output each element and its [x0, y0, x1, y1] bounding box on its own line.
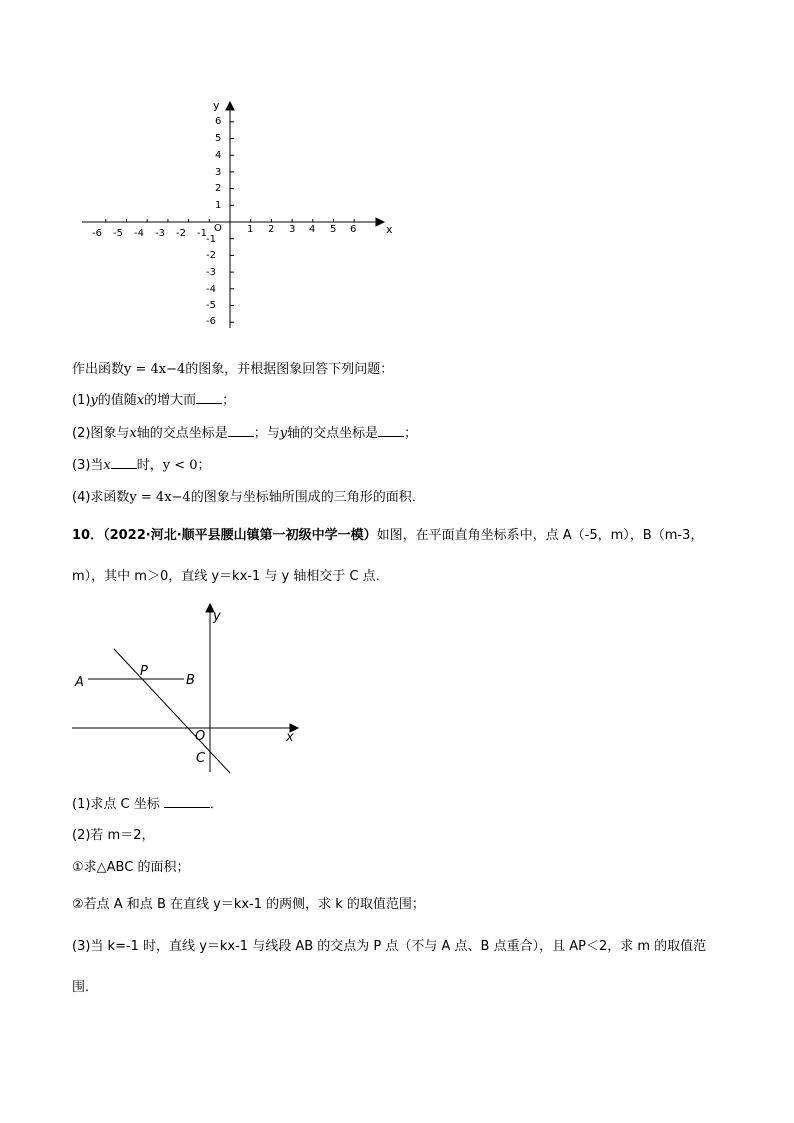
y-tick-label: -1 — [206, 234, 216, 245]
q9-intro: 作出函数y = 4x−4的图象，并根据图象回答下列问题： — [72, 362, 394, 377]
y-tick-label: -2 — [206, 250, 216, 261]
answer-blank[interactable] — [111, 456, 137, 469]
x-tick-label: 5 — [330, 224, 337, 235]
q10-part3-line2: 围． — [72, 980, 99, 995]
y-tick-label: 2 — [215, 183, 222, 194]
point-c-label: C — [196, 751, 206, 766]
x-axis-label: x — [286, 730, 294, 745]
point-a-label: A — [75, 675, 84, 690]
y-tick-label: 1 — [215, 200, 222, 211]
y-tick-label: -3 — [206, 267, 216, 278]
answer-blank[interactable] — [164, 795, 210, 808]
line-figure — [0, 600, 794, 780]
x-tick-label: -3 — [155, 228, 165, 239]
y-tick-label: -5 — [206, 300, 216, 311]
y-tick-label: 5 — [215, 133, 222, 144]
x-axis-label: x — [386, 223, 393, 236]
line-y-kx-1 — [114, 649, 230, 773]
q9-part4: (4)求函数y = 4x−4的图象与坐标轴所围成的三角形的面积． — [72, 490, 425, 505]
x-axis-arrow-icon — [376, 218, 384, 226]
q10-part2b: ②若点 A 和点 B 在直线 y＝kx-1 的两侧，求 k 的取值范围； — [72, 897, 425, 912]
x-tick-label: -6 — [92, 228, 102, 239]
y-tick-label: 6 — [215, 116, 222, 127]
y-tick-label: 4 — [215, 150, 222, 161]
point-p-label: P — [140, 664, 148, 679]
answer-blank[interactable] — [378, 424, 404, 437]
x-tick-label: 3 — [289, 224, 296, 235]
q10-part2: (2)若 m＝2， — [72, 828, 155, 843]
x-tick-label: 1 — [247, 224, 254, 235]
q10-part3-line1: (3)当 k=-1 时，直线 y＝kx-1 与线段 AB 的交点为 P 点（不与 A 点、B 点重合），且 AP＜2，求 m 的取值范 — [72, 939, 707, 954]
y-tick-label: -6 — [206, 316, 216, 327]
y-axis-label: y — [213, 609, 221, 624]
y-tick-label: 3 — [215, 167, 222, 178]
x-tick-label: -4 — [134, 228, 144, 239]
y-axis-arrow-icon — [226, 102, 234, 110]
origin-label: O — [214, 223, 222, 234]
answer-blank[interactable] — [196, 391, 222, 404]
q9-part2: (2)图象与x轴的交点坐标是 ；与y轴的交点坐标是 ； — [72, 426, 418, 441]
x-tick-label: -1 — [197, 228, 207, 239]
x-tick-label: 2 — [268, 224, 275, 235]
q9-part1: (1)y的值随x的增大而 ； — [72, 393, 236, 408]
x-tick-label: -2 — [176, 228, 186, 239]
x-tick-label: -5 — [113, 228, 123, 239]
q10-stem-line2: m），其中 m＞0，直线 y＝kx-1 与 y 轴相交于 C 点． — [72, 569, 389, 584]
q10-part1: (1)求点 C 坐标 ． — [72, 797, 223, 812]
q10-stem-line1: 10．（2022·河北·顺平县腰山镇第一初级中学一模）如图，在平面直角坐标系中，点 A（-5，m），B（m-3， — [72, 528, 704, 543]
origin-label: O — [195, 729, 206, 744]
coordinate-grid-figure — [0, 0, 794, 340]
x-tick-label: 6 — [350, 224, 357, 235]
x-tick-label: 4 — [309, 224, 316, 235]
y-tick-label: -4 — [206, 284, 216, 295]
point-b-label: B — [186, 673, 195, 688]
q10-part2a: ①求△ABC 的面积； — [72, 860, 190, 875]
y-axis-label: y — [213, 99, 220, 112]
answer-blank[interactable] — [228, 424, 254, 437]
q9-part3: (3)当x 时，y < 0； — [72, 458, 211, 473]
